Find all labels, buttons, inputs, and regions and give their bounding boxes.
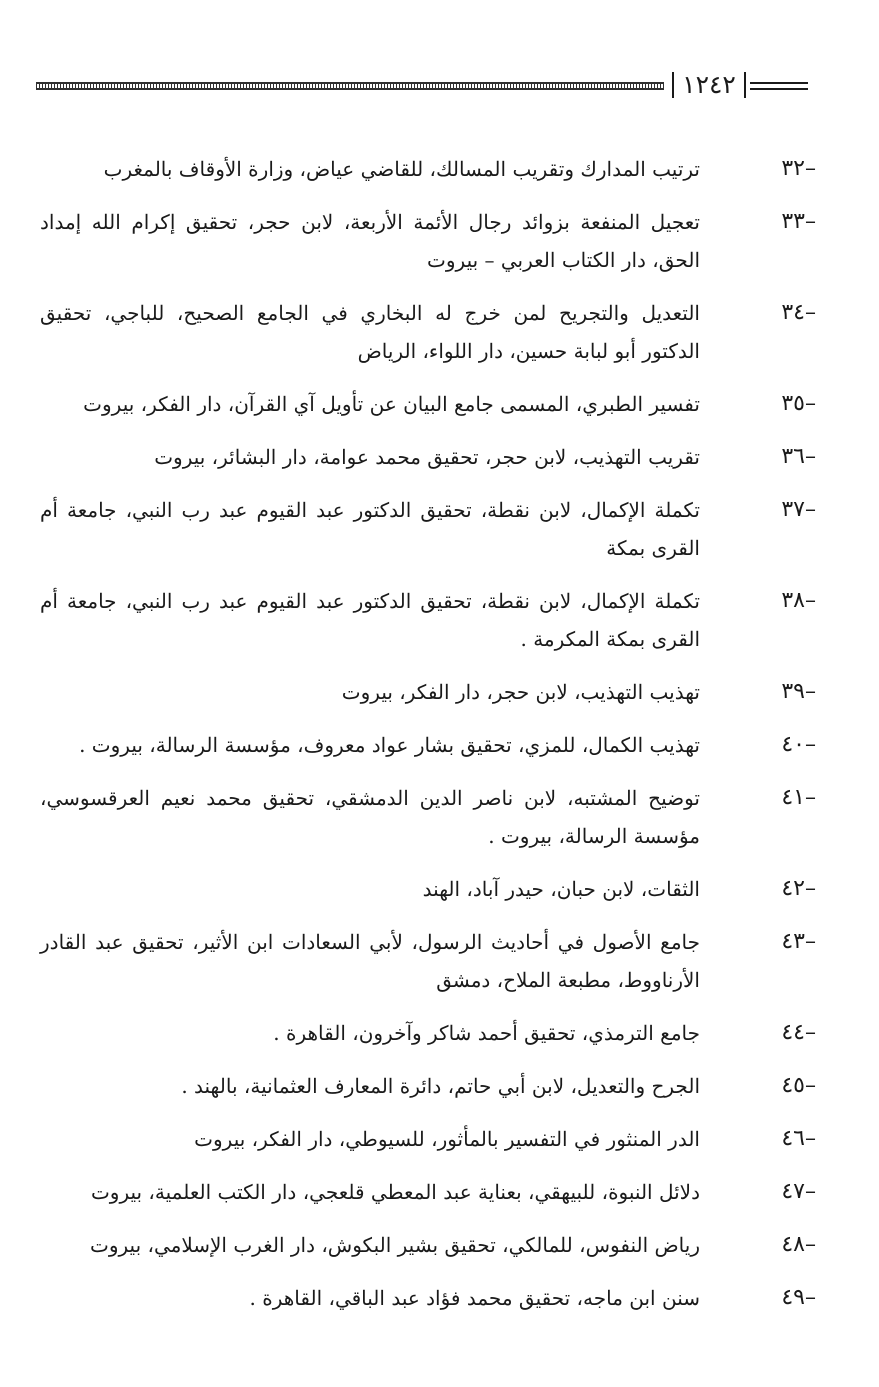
entry-text: دلائل النبوة، للبيهقي، بعناية عبد المعطي قلعجي، دار الكتب العلمية، بيروت bbox=[90, 1180, 700, 1204]
entry-text: الدر المنثور في التفسير بالمأثور، للسيوطي، دار الفكر، بيروت bbox=[194, 1127, 700, 1151]
entry-number: –٤١ bbox=[781, 785, 816, 810]
entry-number: –٤٣ bbox=[781, 929, 816, 954]
entry-number: –٤٩ bbox=[781, 1285, 816, 1310]
entry-number: –٤٨ bbox=[781, 1232, 816, 1257]
entry-number: –٤٥ bbox=[781, 1073, 816, 1098]
bibliography-entry bbox=[40, 385, 816, 423]
header-bar bbox=[744, 72, 746, 98]
entry-number: –٣٣ bbox=[781, 209, 816, 234]
entry-number: –٤٦ bbox=[781, 1126, 816, 1151]
entry-number: –٣٤ bbox=[781, 300, 816, 325]
bibliography-entry bbox=[40, 1226, 816, 1264]
entry-number: –٤٠ bbox=[781, 732, 816, 757]
entry-number: –٤٢ bbox=[781, 876, 816, 901]
bibliography-entry bbox=[40, 294, 816, 370]
entry-text: توضيح المشتبه، لابن ناصر الدين الدمشقي، تحقيق محمد نعيم العرقسوسي، مؤسسة الرسالة، بيروت . bbox=[40, 786, 701, 848]
entry-number: –٣٩ bbox=[781, 679, 816, 704]
bibliography-entry bbox=[40, 1067, 816, 1105]
bibliography-entry bbox=[40, 203, 816, 279]
entry-number: –٣٢ bbox=[781, 156, 816, 181]
entry-text: تعجيل المنفعة بزوائد رجال الأئمة الأربعة، لابن حجر، تحقيق إكرام الله إمداد الحق، دار الكتاب العربي – بيروت bbox=[40, 210, 700, 272]
entry-text: تهذيب التهذيب، لابن حجر، دار الفكر، بيروت bbox=[341, 680, 700, 704]
bibliography-entry bbox=[40, 1014, 816, 1052]
entry-text: الثقات، لابن حبان، حيدر آباد، الهند bbox=[422, 877, 700, 901]
entry-number: –٤٤ bbox=[781, 1020, 816, 1045]
bibliography-entry bbox=[40, 923, 816, 999]
bibliography-entry bbox=[40, 870, 816, 908]
bibliography-entry bbox=[40, 1120, 816, 1158]
entry-text: تقريب التهذيب، لابن حجر، تحقيق محمد عوامة، دار البشائر، بيروت bbox=[154, 445, 700, 469]
entry-text: الجرح والتعديل، لابن أبي حاتم، دائرة المعارف العثمانية، بالهند . bbox=[181, 1074, 700, 1098]
entry-number: –٤٧ bbox=[781, 1179, 816, 1204]
bibliography-entry bbox=[40, 150, 816, 188]
header-rule-short bbox=[750, 82, 808, 90]
entry-text: ترتيب المدارك وتقريب المسالك، للقاضي عياض، وزارة الأوقاف بالمغرب bbox=[103, 157, 700, 181]
bibliography-entry bbox=[40, 1173, 816, 1211]
bibliography-entry bbox=[40, 438, 816, 476]
page-header bbox=[36, 68, 808, 108]
entry-text: جامع الأصول في أحاديث الرسول، لأبي السعادات ابن الأثير، تحقيق عبد القادر الأرناووط، مطبعة الملاح، دمشق bbox=[40, 930, 700, 992]
bibliography-entry bbox=[40, 582, 816, 658]
entry-number: –٣٧ bbox=[781, 497, 816, 522]
page-number: ١٢٤٢ bbox=[682, 70, 736, 99]
entry-number: –٣٦ bbox=[781, 444, 816, 469]
entry-text: التعديل والتجريح لمن خرج له البخاري في الجامع الصحيح، للباجي، تحقيق الدكتور أبو لبابة حسين، دار اللواء، الرياض bbox=[40, 301, 700, 363]
bibliography-entry bbox=[40, 491, 816, 567]
entry-text: تكملة الإكمال، لابن نقطة، تحقيق الدكتور عبد القيوم عبد رب النبي، جامعة أم القرى بمكة المكرمة . bbox=[40, 589, 700, 651]
bibliography-entry bbox=[40, 673, 816, 711]
bibliography-entry bbox=[40, 779, 816, 855]
entry-text: تفسير الطبري، المسمى جامع البيان عن تأويل آي القرآن، دار الفكر، بيروت bbox=[83, 392, 700, 416]
entry-text: رياض النفوس، للمالكي، تحقيق بشير البكوش، دار الغرب الإسلامي، بيروت bbox=[90, 1233, 700, 1257]
bibliography-list bbox=[40, 150, 816, 1332]
entry-text: جامع الترمذي، تحقيق أحمد شاكر وآخرون، القاهرة . bbox=[273, 1021, 700, 1045]
entry-text: تكملة الإكمال، لابن نقطة، تحقيق الدكتور عبد القيوم عبد رب النبي، جامعة أم القرى بمكة bbox=[40, 498, 700, 560]
header-bar bbox=[672, 72, 674, 98]
entry-text: سنن ابن ماجه، تحقيق محمد فؤاد عبد الباقي، القاهرة . bbox=[249, 1286, 700, 1310]
entry-number: –٣٥ bbox=[781, 391, 816, 416]
entry-text: تهذيب الكمال، للمزي، تحقيق بشار عواد معروف، مؤسسة الرسالة، بيروت . bbox=[79, 733, 700, 757]
bibliography-entry bbox=[40, 726, 816, 764]
entry-number: –٣٨ bbox=[781, 588, 816, 613]
header-rule bbox=[36, 82, 664, 90]
bibliography-entry bbox=[40, 1279, 816, 1317]
